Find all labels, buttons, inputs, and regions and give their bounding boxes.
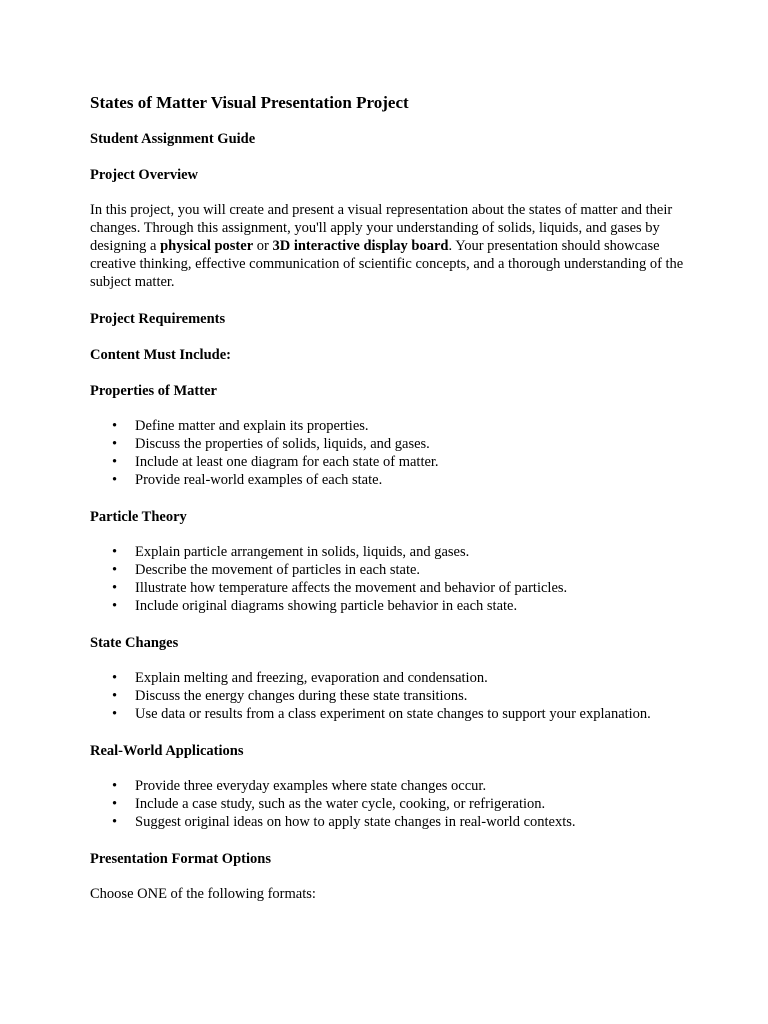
list-item	[90, 435, 690, 453]
list-item-text: Explain particle arrangement in solids, liquids, and gases.	[135, 544, 470, 560]
bullet-icon: •	[112, 562, 118, 578]
bullet-icon: •	[112, 814, 118, 830]
overview-text-1: In this project, you will create and present a visual representation about the states of matter and their changes. Through this assignment, you'll apply your understanding of solids, liquids, and gases by designing a	[90, 202, 673, 254]
bullet-icon: •	[112, 670, 118, 686]
list-item-text: Include original diagrams showing particle behavior in each state.	[135, 598, 518, 614]
overview-paragraph	[90, 201, 690, 291]
overview-text-3: . Your presentation should showcase creative thinking, effective communication of scientific concepts, and a thorough understanding of the subject matter.	[90, 238, 684, 290]
bullet-icon: •	[112, 418, 118, 434]
list-real-world	[90, 777, 690, 831]
overview-heading: Project Overview	[90, 167, 199, 183]
bullet-icon: •	[112, 472, 118, 488]
list-properties	[90, 417, 690, 489]
document-page	[90, 93, 690, 921]
list-item	[90, 417, 690, 435]
overview-bold-2: 3D interactive display board	[272, 238, 449, 254]
list-item	[90, 669, 690, 687]
bullet-icon: •	[112, 598, 118, 614]
list-item-text: Provide real-world examples of each state.	[135, 472, 383, 488]
list-item	[90, 813, 690, 831]
section-heading-properties: Properties of Matter	[90, 383, 217, 399]
list-item-text: Describe the movement of particles in each state.	[135, 562, 421, 578]
document-subtitle: Student Assignment Guide	[90, 131, 256, 147]
section-heading-particle-theory: Particle Theory	[90, 509, 187, 525]
bullet-icon: •	[112, 454, 118, 470]
list-item-text: Suggest original ideas on how to apply state changes in real-world contexts.	[135, 814, 576, 830]
bullet-icon: •	[112, 580, 118, 596]
bullet-icon: •	[112, 688, 118, 704]
section-heading-state-changes: State Changes	[90, 635, 179, 651]
document-title: States of Matter Visual Presentation Project	[90, 93, 409, 112]
list-item-text: Include at least one diagram for each state of matter.	[135, 454, 439, 470]
list-item-text: Define matter and explain its properties.	[135, 418, 369, 434]
list-item-text: Discuss the energy changes during these state transitions.	[135, 688, 468, 704]
section-heading-real-world: Real-World Applications	[90, 743, 244, 759]
list-state-changes	[90, 669, 690, 723]
bullet-icon: •	[112, 796, 118, 812]
list-item-text: Explain melting and freezing, evaporation and condensation.	[135, 670, 488, 686]
list-item-text: Include a case study, such as the water cycle, cooking, or refrigeration.	[135, 796, 546, 812]
list-item-text: Use data or results from a class experiment on state changes to support your explanation.	[135, 706, 651, 722]
list-item	[90, 687, 690, 705]
bullet-icon: •	[112, 544, 118, 560]
list-item	[90, 453, 690, 471]
list-item	[90, 597, 690, 615]
format-heading: Presentation Format Options	[90, 851, 271, 867]
list-item	[90, 543, 690, 561]
list-item	[90, 777, 690, 795]
list-item	[90, 579, 690, 597]
format-text: Choose ONE of the following formats:	[90, 886, 316, 902]
list-item	[90, 705, 690, 723]
list-item-text: Discuss the properties of solids, liquids, and gases.	[135, 436, 430, 452]
bullet-icon: •	[112, 706, 118, 722]
list-item	[90, 561, 690, 579]
overview-bold-1: physical poster	[160, 238, 254, 254]
list-item	[90, 795, 690, 813]
list-item-text: Illustrate how temperature affects the movement and behavior of particles.	[135, 580, 568, 596]
bullet-icon: •	[112, 436, 118, 452]
list-item-text: Provide three everyday examples where state changes occur.	[135, 778, 487, 794]
list-item	[90, 471, 690, 489]
list-particle-theory	[90, 543, 690, 615]
bullet-icon: •	[112, 778, 118, 794]
overview-text-2: or	[253, 238, 273, 254]
content-heading: Content Must Include:	[90, 347, 231, 363]
requirements-heading: Project Requirements	[90, 311, 226, 327]
